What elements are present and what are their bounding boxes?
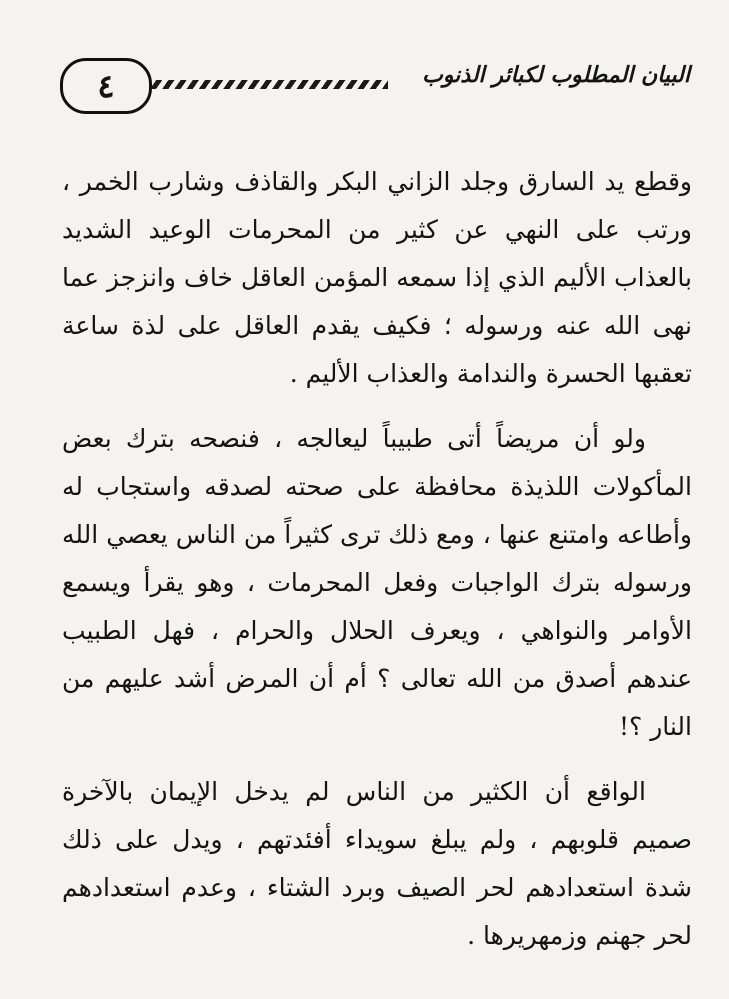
- page-header: [60, 58, 690, 114]
- paragraph-1: وقطع يد السارق وجلد الزاني البكر والقاذف وشارب الخمر ، ورتب على النهي عن كثير من المحرمات الوعيد الشديد بالعذاب الأليم الذي إذا سمعه المؤمن العاقل خاف وانزجز عما نهى الله عنه ورسوله ؛ فكيف يقدم العاقل على لذة ساعة تعقبها الحسرة والندامة والعذاب الأليم .: [62, 167, 692, 388]
- page-body: [62, 158, 692, 977]
- paragraph-2: ولو أن مريضاً أتى طبيباً ليعالجه ، فنصحه بترك بعض المأكولات اللذيذة محافظة على صحته لصدقه واستجاب له وأطاعه وامتنع عنها ، ومع ذلك ترى كثيراً من الناس يعصي الله ورسوله بترك الواجبات وفعل المحرمات ، وهو يقرأ ويسمع الأوامر والنواهي ، ويعرف الحلال والحرام ، فهل الطبيب عندهم أصدق من الله تعالى ؟ أم أن المرض أشد عليهم من النار ؟!: [62, 424, 692, 741]
- book-title: البيان المطلوب لكبائر الذنوب: [422, 62, 690, 88]
- paragraph-3: الواقع أن الكثير من الناس لم يدخل الإيمان بالآخرة صميم قلوبهم ، ولم يبلغ سويداء أفئدتهم ، ويدل على ذلك شدة استعدادهم لحر الصيف وبرد الشتاء ، وعدم استعدادهم لحر جهنم وزمهريرها .: [62, 777, 692, 950]
- page-number-badge: ٤: [60, 58, 152, 114]
- decorative-striped-line: [152, 80, 388, 89]
